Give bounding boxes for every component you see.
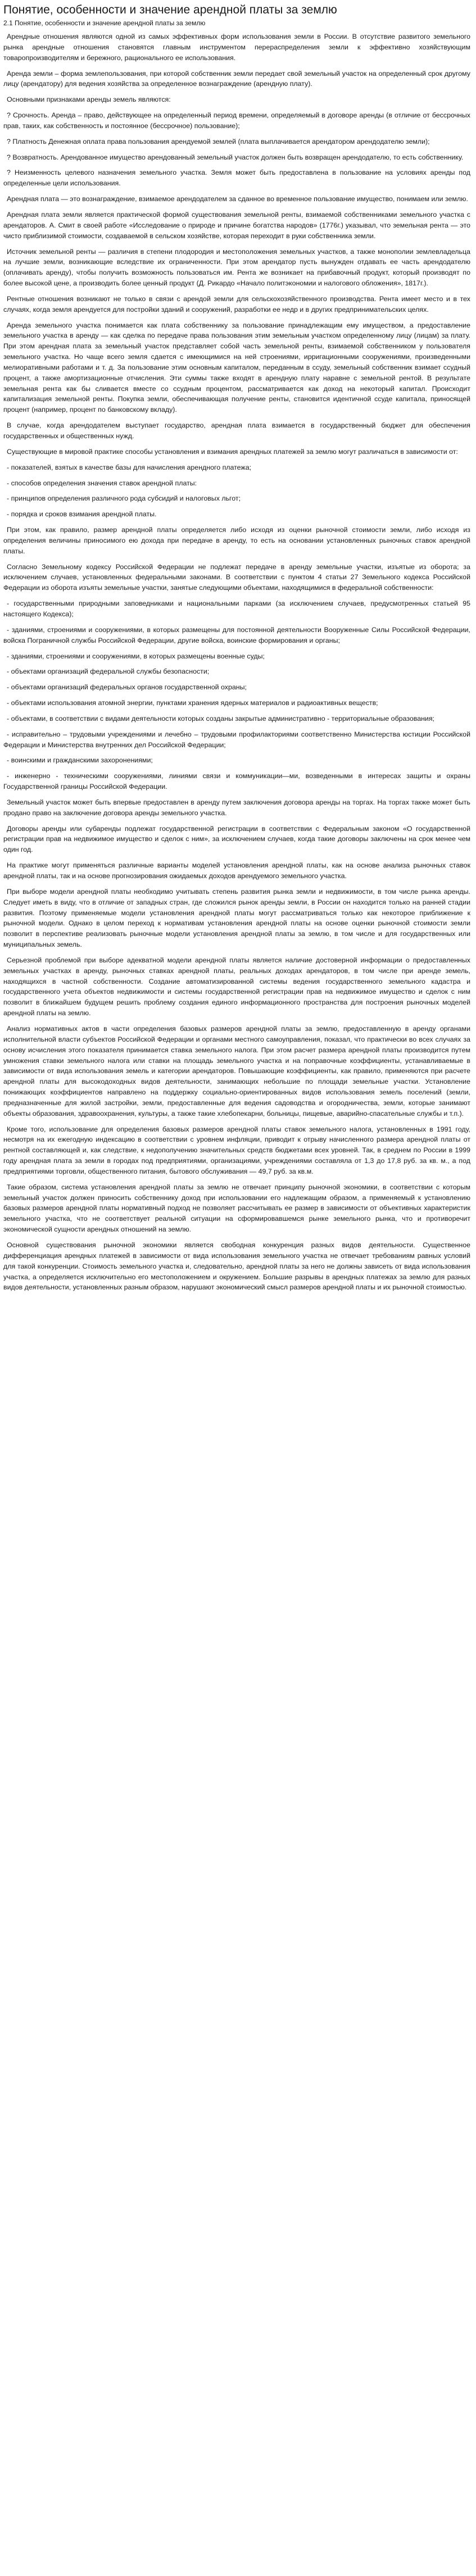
article-paragraph: Аренда земельного участка понимается как плата собственнику за пользование принадлежащим ему имуществом, а предоставление земельного участка в аренду — как сделка по передаче права пользования этим земельным участком определенному лицу (лицам) за плату. При этом арендная плата за земельный участок представляет собой часть земельной ренты, взимаемой собственником у пользователя земельного участка. Но чаще всего земля сдается с имеющимися на ней строениями, ирригационными сооружениями, произведенными мелиоративными работами и т. д. За пользование этим основным капиталом, переданным в ссуду, земельный собственник взимает ссудный процент, а также амортизационные отчисления. Эти суммы также входят в арендную плату наравне с земельной рентой. В результате земельная рента как бы сливается вместе со ссудным процентом, рассматривается как доход на некоторый капитал. Происходит капитализация земельной ренты. Покупка земли, обеспечивающая получение ренты, становится идентичной ссуде капитала, приносящей процент (например, процент по банковскому вкладу). xyxy=(3,321,470,414)
article-paragraph: Аренда земли – форма землепользования, при которой собственник земли передает свой земельный участок на определенный срок другому лицу (арендатору) для ведения хозяйства за определенное вознаграждение (арендную плату). xyxy=(3,69,470,88)
article-paragraph: Анализ нормативных актов в части определения базовых размеров арендной платы за землю, предоставленную в аренду органами исполнительной власти субъектов Российской Федерации и органами местного самоуправления, показал, что практически во всех случаях за основу исчисления этого показателя принимается ставка земельного налога. При этом расчет размера арендной платы производится путем умножения ставки земельного налога или ставки на площадь земельного участка и на поправочные коэффициенты, устанавливаемые в зависимости от вида использования земель и категории арендаторов. Повышающие коэффициенты, как правило, применяются при расчете арендной платы для высокодоходных видов деятельности, занимающих небольшие по площади земельные участки. Установление понижающих коэффициентов направлено на поддержку социально-ориентированных видов использования земель поселений (земли, предназначенные для жилой застройки, земли, предоставленные для ведения садоводства и огородничества, земли, которые занимают объекты образования, здравоохранения, культуры, а также такие хлебопекарни, больницы, пищевые, аварийно-спасательные службы и т.п.). xyxy=(3,1024,470,1117)
article-paragraph: - зданиями, строениями и сооружениями, в которых размещены для постоянной деятельности Вооруженные Силы Российской Федерации, войска Пограничной службы Российской Федерации, другие войска, воинские формирования и органы; xyxy=(3,625,470,644)
article-paragraph: - порядка и сроков взимания арендной платы. xyxy=(7,510,157,519)
article-paragraph: Основной существования рыночной экономики является свободная конкуренция разных видов деятельности. Существенное дифференциация арендных платежей в зависимости от вида использования земельного участка не отвечает требованиям равных условий для такой конкуренции. Стоимость земельного участка и, следовательно, арендной платы за него не должны зависеть от вида использования участка, а определяется исключительно его местоположением и окружением. Большие разрывы в арендных платежах за землю для разных видов деятельности, установленных разным образом, нарушают экономический смысл размеров арендной платы и их рыночной стоимостью. xyxy=(3,1241,470,1292)
article-paragraph: - способов определения значения ставок арендной платы: xyxy=(7,479,197,487)
article-paragraph: - объектами организаций федеральной службы безопасности; xyxy=(7,667,210,676)
article-paragraph: Договоры аренды или субаренды подлежат государственной регистрации в соответствии с Федеральным законом «О государственной регистрации прав на недвижимое имущество и сделок с ним», за исключением случаев, когда такие договоры заключены на срок менее чем один год. xyxy=(3,824,470,854)
article-paragraph: - инженерно - техническими сооружениями, линиями связи и коммуникации—ми, возведенными в интересах защиты и охраны Государственной границы Российской Федерации. xyxy=(3,772,470,791)
article-paragraph: ? Неизменность целевого назначения земельного участка. Земля может быть предоставлена в пользование на условиях аренды под определенные цели использования. xyxy=(3,169,470,188)
article-paragraph: Кроме того, использование для определения базовых размеров арендной платы ставок земельного налога, установленных в 1991 году, несмотря на их ежегодную индексацию в соответствии с уровнем инфляции, приводит к отрыву начисленного размера арендной платы от рентной составляющей и, как следствие, к недополучению значительных средств бюджетами всех уровней. Так, в среднем по России в 1999 году арендная плата за земли в городах под предприятиями, организациями, учреждениями составляла от 1,3 до 17,8 руб. за кв. м., а под предприятиями торговли, общественного питания, бытового обслуживания — 49,7 руб. за кв.м. xyxy=(3,1125,470,1175)
article-paragraph: - объектами, в соответствии с видами деятельности которых созданы закрытые административно - территориальные образования; xyxy=(7,714,434,723)
article-paragraph: - зданиями, строениями и сооружениями, в которых размещены военные суды; xyxy=(7,652,265,660)
article-paragraph: - объектами организаций федеральных органов государственной охраны; xyxy=(7,683,247,692)
article-paragraph: Рентные отношения возникают не только в связи с арендой земли для сельскохозяйственного производства. Рента имеет место и в тех случаях, когда земля арендуется для постройки зданий и сооружений, разработки ее недр и в других предпринимательских целях. xyxy=(3,294,470,314)
article-paragraph: - государственными природными заповедниками и национальными парками (за исключением случаев, предусмотренных статьей 95 настоящего Кодекса); xyxy=(3,599,470,618)
page-title: Понятие, особенности и значение арендной платы за землю xyxy=(3,3,337,16)
article-paragraph: ? Срочность. Аренда – право, действующее на определенный период времени, определяемый в договоре аренды (в отличие от бессрочных прав, таких, как собственность и постоянное (бессрочное) пользование); xyxy=(3,111,470,130)
article-paragraph: Земельный участок может быть впервые предоставлен в аренду путем заключения договора аренды на торгах. На торгах также может быть продано право на заключение договора аренды земельного участка. xyxy=(3,798,470,817)
section-subtitle: 2.1 Понятие, особенности и значение арендной платы за землю xyxy=(3,19,206,27)
article-paragraph: - исправительно – трудовыми учреждениями и лечебно – трудовыми профилакториями соответственно Министерства юстиции Российской Федерации и Министерства внутренних дел Российской Федерации; xyxy=(3,730,470,749)
article-paragraph: Согласно Земельному кодексу Российской Федерации не подлежат передаче в аренду земельные участки, изъятые из оборота; за исключением случаев, установленных федеральными законами. В соответствии с пунктом 4 статьи 27 Земельного кодекса Российской Федерации из оборота изъяты земельные участки, занятые следующими объектами, находящимися в федеральной собственности: xyxy=(3,562,470,592)
article-paragraph: В случае, когда арендодателем выступает государство, арендная плата взимается в государственный бюджет для обеспечения государственных и общественных нужд. xyxy=(3,421,470,440)
article-paragraph: - принципов определения различного рода субсидий и налоговых льгот; xyxy=(7,494,241,503)
article-paragraph: При этом, как правило, размер арендной платы определяется либо исходя из оценки рыночной стоимости земли, либо исходя из определения величины приносимого ею дохода при передаче в аренду, то есть на основании установленных рыночных ставок арендной платы. xyxy=(3,526,470,555)
article-body xyxy=(3,31,470,1293)
article-paragraph: Арендная плата — это вознаграждение, взимаемое арендодателем за сданное во временное пользование имущество, понимаем или землю. xyxy=(7,195,468,203)
article-paragraph: Источник земельной ренты — различия в степени плодородия и местоположения земельных участков, а также монополии землевладельца на лучшие земли, возникающие вследствие их ограниченности. При этом арендатор пусть вынужден отдавать ее часть арендодателю (оплачивать аренду), чтобы получить возможность пользоваться им. Рента же возникает на прибавочный продукт, который производят по более высокой цене, а производить более ценный продукт (Д. Рикардо «Начало политэкономии и налогового обложения», 1817г.). xyxy=(3,247,470,288)
article-paragraph: Такие образом, система установления арендной платы за землю не отвечает принципу рыночной экономики, в соответствии с которым земельный участок должен приносить собственнику доход при использовании его надлежащим образом, а применяемый к установлению базовых размеров арендной платы нормативный подход не позволяет рассчитывать ее размер в зависимости от объективных характеристик земельного участка, что не соответствует реальной ситуации на сформировавшемся рынке земельного рынка, что и противоречит экономической сущности арендных отношений на землю. xyxy=(3,1183,470,1234)
article-paragraph: - воинскими и гражданскими захоронениями; xyxy=(7,756,153,765)
article-paragraph: Арендная плата земли является практической формой существования земельной ренты, взимаемой собственниками земельного участка с арендаторов. А. Смит в своей работе «Исследование о природе и причине богатства народов» (1776г.) указывал, что земельная рента — это чисто приблизимой стоимости, создаваемой в сельском хозяйстве, которая переходит в руки собственника земли. xyxy=(3,210,470,240)
article-paragraph: - показателей, взятых в качестве базы для начисления арендного платежа; xyxy=(7,463,252,471)
article-paragraph: Серьезной проблемой при выборе адекватной модели арендной платы является наличие достоверной информации о предоставленных земельных участках в аренду, рыночных ставках арендной платы, реальных доходах арендаторов, в том числе при аренде земель, находящихся в частной собственности. Создание автоматизированной системы ведения государственного земельного кадастра и государственного учета объектов недвижимости и системы государственной регистрации прав на недвижимое имущество и сделок с ним позволит в ближайшем будущем решить проблему создания единого информационного пространства для построения рыночных моделей арендной платы на землю. xyxy=(3,956,470,1017)
article-paragraph: На практике могут применяться различные варианты моделей установления арендной платы, как на основе анализа рыночных ставок арендной платы, так и на основе прогнозирования ожидаемых доходов арендуемого земельного участка. xyxy=(3,861,470,880)
article-paragraph: При выборе модели арендной платы необходимо учитывать степень развития рынка земли и недвижимости, в том числе рынка аренды. Следует иметь в виду, что в отличие от западных стран, где сложился рынок аренды земли, в России он находится только на ранней стадии развития. Поэтому применяемые модели установления арендной платы могут рассматриваться только как некоторое приближение к рыночной модели. Однако в целом переход к нормативам установления арендной платы на основе оценки рыночной стоимости земли позволит в перспективе реализовать рыночные модели установления арендной платы за землю, в том числе и для государственных или муниципальных земель. xyxy=(3,887,470,949)
article-paragraph: Арендные отношения являются одной из самых эффективных форм использования земли в России. В отсутствие развитого земельного рынка арендные отношения становятся главным инструментом перераспределения земли к эффективно хозяйствующим товаропроизводителям и бережного, рационального ее использования. xyxy=(3,33,470,62)
article-paragraph: ? Возвратность. Арендованное имущество арендованный земельный участок должен быть возвращен арендодателю, то есть собственнику. xyxy=(7,153,464,161)
article-paragraph: Существующие в мировой практике способы установления и взимания арендных платежей за землю могут различаться в зависимости от: xyxy=(7,447,458,456)
article-paragraph: ? Платность Денежная оплата права пользования арендуемой землей (плата выплачивается арендатором арендодателю земли); xyxy=(7,137,430,146)
article-paragraph: Основными признаками аренды земель являются: xyxy=(7,96,171,104)
article-paragraph: - объектами использования атомной энергии, пунктами хранения ядерных материалов и радиоактивных веществ; xyxy=(7,699,378,707)
